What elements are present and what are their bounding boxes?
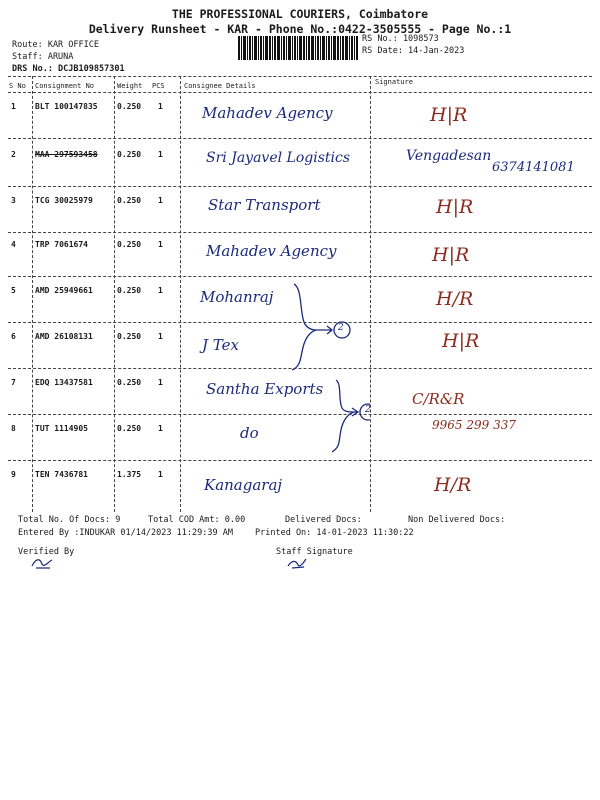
- verified-signature-scribble: [30, 556, 56, 570]
- staff-signature-label: Staff Signature: [276, 547, 353, 557]
- col-divider: [32, 76, 33, 512]
- row-signature: H|R: [432, 244, 470, 266]
- row-pcs: 1: [158, 240, 163, 249]
- rs-date: RS Date: 14-Jan-2023: [362, 46, 465, 56]
- row-consignment: TCG 30025979: [35, 196, 93, 205]
- table-top-border: [8, 76, 592, 77]
- row-signature: C/R&R: [412, 390, 465, 408]
- row-consignee: Star Transport: [208, 196, 321, 214]
- row-consignment: MAA 297593458: [35, 150, 98, 159]
- col-divider: [370, 76, 371, 512]
- row-sno: 1: [11, 102, 16, 111]
- row-pcs: 1: [158, 332, 163, 341]
- receiver-signature: Vengadesan: [406, 148, 492, 164]
- col-header-weight: Weight: [117, 82, 143, 90]
- staff-signature-scribble: [284, 556, 310, 570]
- row-weight: 0.250: [117, 424, 142, 433]
- row-weight: 0.250: [117, 102, 142, 111]
- total-cod: Total COD Amt: 0.00: [148, 515, 246, 525]
- group-mark: 2: [338, 323, 344, 333]
- row-sno: 2: [11, 150, 16, 159]
- row-separator: [8, 186, 592, 187]
- row-consignee: Mahadev Agency: [202, 104, 333, 122]
- row-consignee: Kanagaraj: [204, 476, 283, 494]
- row-consignment: AMD 25949661: [35, 286, 93, 295]
- drs-number: DRS No.: DCJB109857301: [12, 64, 125, 74]
- row-consignment: TEN 7436781: [35, 470, 88, 479]
- row-consignee: do: [240, 424, 259, 442]
- runsheet-title: Delivery Runsheet - KAR - Phone No.:0422-3505555 - Page No.:1: [88, 22, 512, 36]
- grouping-braces: [280, 282, 370, 462]
- row-signature: H/R: [434, 474, 472, 496]
- row-pcs: 1: [158, 286, 163, 295]
- row-consignee: Mohanraj: [200, 288, 274, 306]
- row-consignment: TRP 7061674: [35, 240, 88, 249]
- col-header-pcs: PCS: [152, 82, 165, 90]
- row-sno: 6: [11, 332, 16, 341]
- printed-on: Printed On: 14-01-2023 11:30:22: [255, 528, 414, 538]
- header-separator: [8, 92, 592, 93]
- non-delivered-docs: Non Delivered Docs:: [408, 515, 506, 525]
- row-weight: 0.250: [117, 378, 142, 387]
- row-signature: H|R: [436, 196, 474, 218]
- barcode: [238, 36, 358, 60]
- row-signature: H|R: [442, 330, 480, 352]
- row-sno: 5: [11, 286, 16, 295]
- group-mark: 2: [365, 405, 371, 415]
- row-consignment: BLT 100147835: [35, 102, 98, 111]
- col-divider: [114, 76, 115, 512]
- row-consignee: Sri Jayavel Logistics: [206, 150, 351, 166]
- row-separator: [8, 232, 592, 233]
- row-pcs: 1: [158, 378, 163, 387]
- row-signature: H|R: [430, 104, 468, 126]
- delivered-docs: Delivered Docs:: [285, 515, 362, 525]
- verified-by-label: Verified By: [18, 547, 75, 557]
- col-divider: [180, 76, 181, 512]
- row-pcs: 1: [158, 470, 163, 479]
- row-sno: 9: [11, 470, 16, 479]
- rs-number: RS No.: 1098573: [362, 34, 439, 44]
- entered-by: Entered By :INDUKAR 01/14/2023 11:29:39 AM: [18, 528, 233, 538]
- row-weight: 0.250: [117, 150, 142, 159]
- row-consignee: J Tex: [202, 336, 239, 354]
- row-weight: 0.250: [117, 240, 142, 249]
- col-header-sno: S No: [9, 82, 26, 90]
- row-pcs: 1: [158, 150, 163, 159]
- row-weight: 0.250: [117, 286, 142, 295]
- row-consignee: Santha Exports: [206, 380, 324, 398]
- company-title: THE PROFESSIONAL COURIERS, Coimbatore: [171, 7, 429, 21]
- col-header-consignee: Consignee Details: [184, 82, 256, 90]
- row-consignee: Mahadev Agency: [206, 242, 337, 260]
- row-consignment: EDQ 13437581: [35, 378, 93, 387]
- row-separator: [8, 276, 592, 277]
- row-pcs: 1: [158, 424, 163, 433]
- route-label: Route: KAR OFFICE: [12, 40, 99, 50]
- receiver-phone: 6374141081: [492, 160, 575, 175]
- row-weight: 1.375: [117, 470, 142, 479]
- row-sno: 3: [11, 196, 16, 205]
- row-signature: H/R: [436, 288, 474, 310]
- row-consignment: AMD 26108131: [35, 332, 93, 341]
- row-sno: 8: [11, 424, 16, 433]
- total-docs: Total No. Of Docs: 9: [18, 515, 121, 525]
- row-weight: 0.250: [117, 332, 142, 341]
- col-header-signature: Signature: [375, 78, 413, 86]
- row-pcs: 1: [158, 196, 163, 205]
- row-sno: 7: [11, 378, 16, 387]
- row-weight: 0.250: [117, 196, 142, 205]
- row-sno: 4: [11, 240, 16, 249]
- row-pcs: 1: [158, 102, 163, 111]
- row-consignment: TUT 1114905: [35, 424, 88, 433]
- row-signature: 9965 299 337: [432, 418, 516, 432]
- row-separator: [8, 138, 592, 139]
- staff-label: Staff: ARUNA: [12, 52, 74, 62]
- col-header-consignment: Consignment No: [35, 82, 95, 90]
- runsheet-table: [8, 76, 592, 512]
